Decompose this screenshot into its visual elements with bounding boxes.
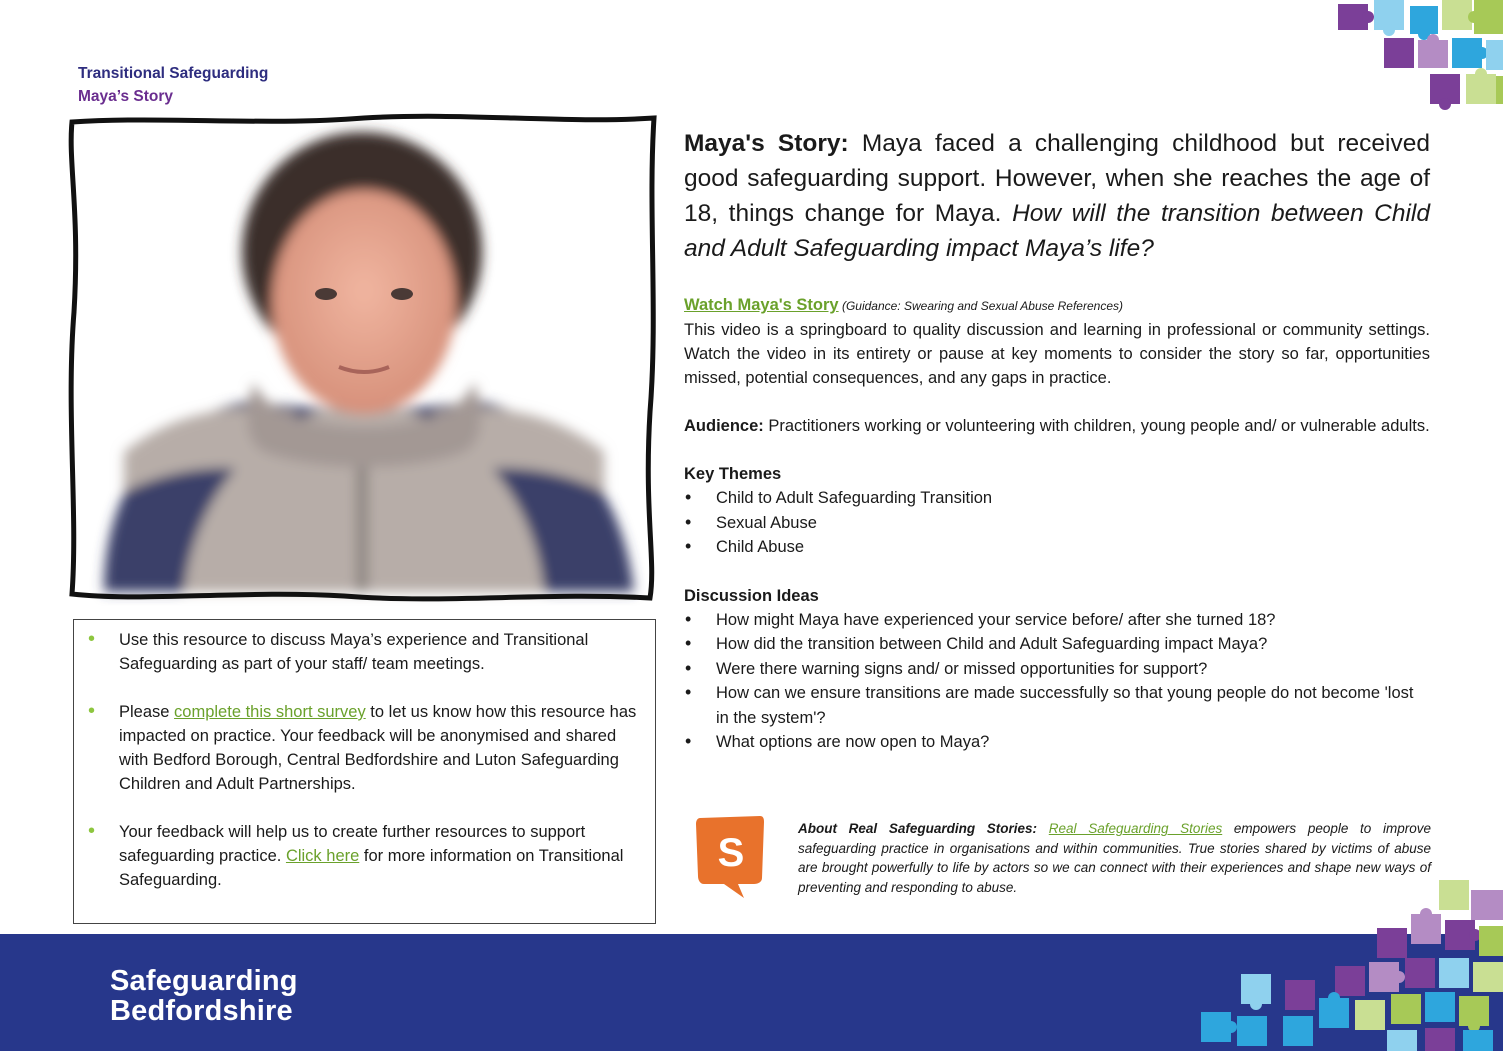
list-item: • Were there warning signs and/ or missed opportunities for support? [684, 657, 1430, 682]
survey-link[interactable]: complete this short survey [174, 703, 366, 721]
usage-tips-box [73, 619, 656, 924]
audience-label: Audience: [684, 417, 764, 435]
maya-photo [64, 112, 660, 606]
story-intro [684, 126, 1430, 266]
list-item: • What options are now open to Maya? [684, 730, 1430, 755]
puzzle-decoration-bottom-icon [1195, 870, 1503, 1051]
tip-text: Please [119, 703, 175, 721]
tip-text: for more information on Transitional Safeguarding. [119, 847, 624, 889]
usage-tips-list [86, 628, 641, 892]
tip-text: to let us know how this resource has impacted on practice. Your feedback will be anonymised and shared with Bedford Borough, Central Bedfordshire and Luton Safeguarding Children and Adult Partnerships. [119, 703, 637, 793]
about-description: empowers people to improve safeguarding practice in organisations and within communities. True stories shared by victims of abuse are brought powerfully to life by actors so we can connect with their experiences and shape new ways of preventing and responding to abuse. [798, 821, 1431, 895]
real-safeguarding-stories-logo-icon [694, 814, 766, 900]
list-item [86, 628, 641, 676]
video-section [684, 293, 1430, 318]
tip-text: Use this resource to discuss Maya’s experience and Transitional Safeguarding as part of your staff/ team meetings. [119, 631, 589, 673]
list-item: • Sexual Abuse [684, 511, 1430, 536]
brand-line-1: Safeguarding [110, 965, 298, 997]
audience-section [684, 414, 1430, 438]
brand-line-2: Bedfordshire [110, 995, 293, 1027]
list-item: • Child Abuse [684, 535, 1430, 560]
key-themes-list [684, 486, 1430, 560]
document-header [78, 62, 268, 108]
more-info-link[interactable]: Click here [285, 847, 360, 865]
list-item: • How did the transition between Child and Adult Safeguarding impact Maya? [684, 632, 1430, 657]
discussion-title: Discussion Ideas [684, 586, 819, 605]
header-subtitle: Maya’s Story [78, 88, 174, 105]
watch-video-link[interactable]: Watch Maya's Story [684, 296, 839, 314]
video-description: This video is a springboard to quality discussion and learning in professional or community settings. Watch the video in its entirety or pause at key moments to consider the story so far, opportunities missed, potential consequences, and any gaps in practice. [684, 321, 1430, 387]
list-item: • How might Maya have experienced your service before/ after she turned 18? [684, 608, 1430, 633]
list-item: • Child to Adult Safeguarding Transition [684, 486, 1430, 511]
puzzle-decoration-top-icon [1330, 0, 1503, 125]
intro-text: Maya faced a challenging childhood but received good safeguarding support. However, when she reaches the age of 18, things change for Maya. [684, 130, 1430, 227]
real-safeguarding-stories-link[interactable]: Real Safeguarding Stories [1048, 821, 1223, 836]
maya-portrait-illustration-icon [64, 112, 660, 606]
about-label: About Real Safeguarding Stories: [798, 821, 1038, 836]
tip-text: Your feedback will help us to create further resources to support safeguarding practice. [119, 823, 586, 865]
audience-text: Practitioners working or volunteering with children, young people and/ or vulnerable adults. [763, 417, 1430, 435]
logo-letter: S [717, 831, 745, 875]
list-item: • How can we ensure transitions are made successfully so that young people do not become 'lost in the system'? [684, 681, 1430, 730]
list-item [86, 700, 641, 796]
story-details [684, 126, 1430, 755]
header-title: Transitional Safeguarding [78, 65, 269, 82]
list-item [86, 820, 641, 892]
discussion-list [684, 608, 1430, 755]
intro-label: Maya's Story: [684, 130, 849, 157]
video-guidance: (Guidance: Swearing and Sexual Abuse References) [838, 299, 1123, 313]
key-themes-title: Key Themes [684, 465, 782, 483]
footer-brand [110, 966, 298, 1026]
intro-question: How will the transition between Child and Adult Safeguarding impact Maya’s life? [684, 200, 1430, 262]
